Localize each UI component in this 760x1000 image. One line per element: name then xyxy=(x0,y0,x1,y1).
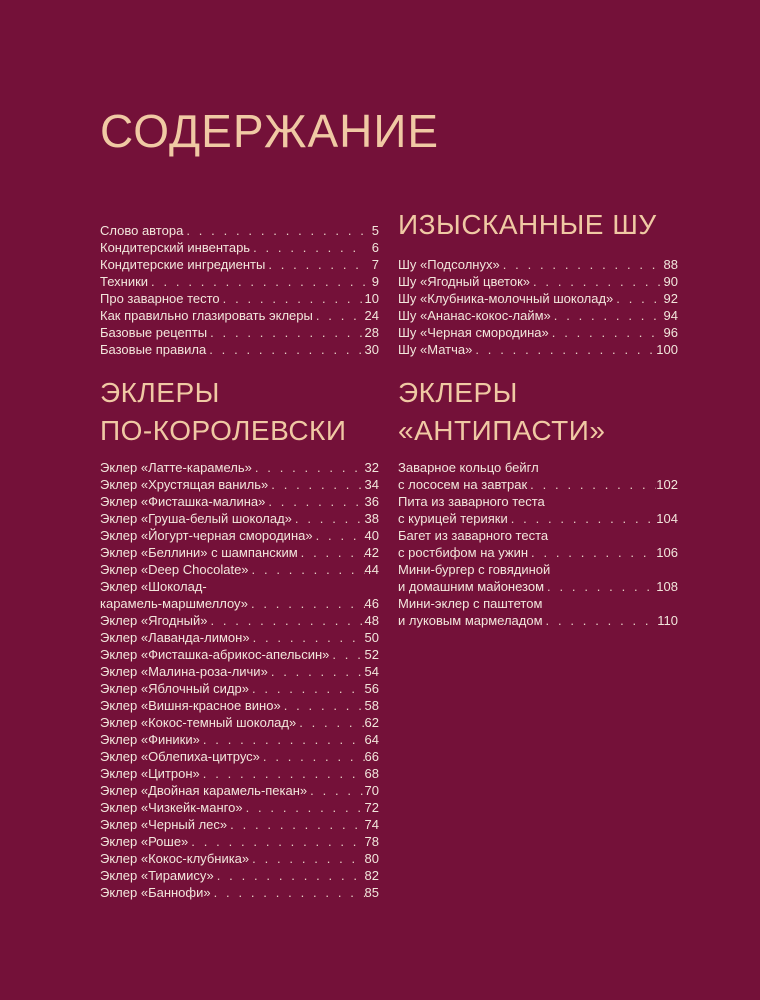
dot-leader xyxy=(243,799,365,816)
dot-leader xyxy=(329,646,364,663)
toc-entry-page-number: 54 xyxy=(364,664,379,679)
toc-entry-page-number: 38 xyxy=(364,511,379,526)
toc-entry xyxy=(100,782,379,799)
toc-entry xyxy=(398,341,678,358)
toc-entry xyxy=(100,748,379,765)
toc-entry-title: Кондитерские ингредиенты xyxy=(100,257,266,272)
toc-entry xyxy=(100,256,379,273)
toc-entry-title: Эклер «Кокос-клубника» xyxy=(100,851,250,866)
toc-entry-second-line xyxy=(398,612,678,629)
toc-entry-page-number: 24 xyxy=(364,308,379,323)
toc-entry-title: Базовые правила xyxy=(100,342,207,357)
toc-entry-title: Шу «Черная смородина» xyxy=(398,325,549,340)
section-heading-antipasti xyxy=(398,374,605,450)
toc-entry-page-number: 96 xyxy=(663,325,678,340)
dot-leader xyxy=(265,493,364,510)
toc-entry-title: Шу «Клубника-молочный шоколад» xyxy=(398,291,614,306)
toc-entry-page-number: 36 xyxy=(364,494,379,509)
toc-entry-title: с лососем на завтрак xyxy=(398,477,528,492)
toc-entry-page-number: 46 xyxy=(364,596,379,611)
toc-royal-list xyxy=(100,459,379,901)
toc-entry xyxy=(398,493,678,527)
dot-leader xyxy=(265,256,365,273)
toc-entry xyxy=(100,239,379,256)
toc-entry-page-number: 50 xyxy=(364,630,379,645)
dot-leader xyxy=(543,612,658,629)
toc-entry xyxy=(100,731,379,748)
toc-entry-title: и луковым мармеладом xyxy=(398,613,543,628)
toc-entry xyxy=(100,765,379,782)
dot-leader xyxy=(249,850,364,867)
toc-entry-title: Как правильно глазировать эклеры xyxy=(100,308,313,323)
dot-leader xyxy=(472,341,656,358)
toc-entry-page-number: 68 xyxy=(364,766,379,781)
toc-entry-page-number: 82 xyxy=(364,868,379,883)
toc-entry xyxy=(100,273,379,290)
dot-leader xyxy=(183,222,365,239)
toc-entry-page-number: 94 xyxy=(663,308,678,323)
toc-entry-second-line xyxy=(100,595,379,612)
toc-entry xyxy=(100,799,379,816)
toc-entry xyxy=(100,307,379,324)
toc-entry xyxy=(100,646,379,663)
toc-entry-title: Эклер «Беллини» с шампанским xyxy=(100,545,298,560)
toc-entry-title: Эклер «Баннофи» xyxy=(100,885,211,900)
toc-entry-second-line xyxy=(398,510,678,527)
toc-intro-list xyxy=(100,222,379,358)
toc-entry-page-number: 100 xyxy=(656,342,678,357)
toc-entry-page-number: 108 xyxy=(656,579,678,594)
toc-entry xyxy=(100,850,379,867)
toc-entry xyxy=(100,612,379,629)
toc-entry xyxy=(100,867,379,884)
toc-entry-page-number: 42 xyxy=(364,545,379,560)
toc-entry-page-number: 90 xyxy=(663,274,678,289)
toc-entry-page-number: 40 xyxy=(364,528,379,543)
dot-leader xyxy=(200,731,365,748)
toc-entry xyxy=(100,459,379,476)
dot-leader xyxy=(249,561,365,578)
toc-entry-page-number: 5 xyxy=(371,223,379,238)
section-heading-antipasti-line2: «АНТИПАСТИ» xyxy=(398,415,606,446)
toc-entry xyxy=(398,324,678,341)
toc-entry-page-number: 44 xyxy=(364,562,379,577)
dot-leader xyxy=(220,290,365,307)
dot-leader xyxy=(281,697,365,714)
toc-entry-title: Эклер «Кокос-темный шоколад» xyxy=(100,715,297,730)
toc-entry-page-number: 102 xyxy=(656,477,678,492)
toc-entry-second-line xyxy=(398,544,678,561)
toc-entry xyxy=(100,680,379,697)
toc-entry-title-first-line: Мини-бургер с говядиной xyxy=(398,562,551,577)
dot-leader xyxy=(250,239,365,256)
toc-entry-title: Базовые рецепты xyxy=(100,325,208,340)
toc-entry xyxy=(100,222,379,239)
toc-entry-page-number: 66 xyxy=(364,749,379,764)
toc-entry-title: карамель-маршмеллоу» xyxy=(100,596,248,611)
toc-choux-list xyxy=(398,256,678,358)
dot-leader xyxy=(148,273,365,290)
toc-entry-page-number: 74 xyxy=(364,817,379,832)
dot-leader xyxy=(292,510,365,527)
dot-leader xyxy=(527,476,656,493)
toc-entry-page-number: 28 xyxy=(364,325,379,340)
toc-entry-title: Слово автора xyxy=(100,223,184,238)
section-heading-choux: ИЗЫСКАННЫЕ ШУ xyxy=(398,209,657,240)
toc-entry-title-first-line: Багет из заварного теста xyxy=(398,528,549,543)
toc-entry xyxy=(398,595,678,629)
dot-leader xyxy=(252,459,365,476)
toc-entry-title: Эклер «Фисташка-абрикос-апельсин» xyxy=(100,647,330,662)
toc-entry xyxy=(100,510,379,527)
toc-entry-title: Эклер «Латте-карамель» xyxy=(100,460,252,475)
toc-entry-title: Эклер «Чизкейк-манго» xyxy=(100,800,243,815)
dot-leader xyxy=(508,510,657,527)
toc-entry-title: Эклер «Тирамису» xyxy=(100,868,214,883)
toc-antipasti-list xyxy=(398,459,678,629)
dot-leader xyxy=(268,476,364,493)
dot-leader xyxy=(200,765,365,782)
toc-entry-page-number: 104 xyxy=(656,511,678,526)
toc-entry-page-number: 80 xyxy=(364,851,379,866)
toc-entry-title-first-line: Эклер «Шоколад- xyxy=(100,579,207,594)
toc-entry-second-line xyxy=(398,476,678,493)
toc-entry-title: Эклер «Двойная карамель-пекан» xyxy=(100,783,308,798)
dot-leader xyxy=(613,290,663,307)
toc-entry-title: Эклер «Черный лес» xyxy=(100,817,228,832)
dot-leader xyxy=(528,544,656,561)
dot-leader xyxy=(249,680,365,697)
toc-entry-title: Эклер «Яблочный сидр» xyxy=(100,681,249,696)
toc-entry-title: Про заварное тесто xyxy=(100,291,220,306)
toc-entry-page-number: 106 xyxy=(656,545,678,560)
toc-entry xyxy=(100,544,379,561)
dot-leader xyxy=(268,663,365,680)
dot-leader xyxy=(248,595,365,612)
toc-entry-title: Эклер «Фисташка-малина» xyxy=(100,494,266,509)
page-title: СОДЕРЖАНИЕ xyxy=(100,105,440,157)
toc-entry-title-first-line: Мини-эклер с паштетом xyxy=(398,596,543,611)
toc-entry-page-number: 92 xyxy=(663,291,678,306)
dot-leader xyxy=(549,324,664,341)
dot-leader xyxy=(500,256,664,273)
toc-entry-title: Кондитерский инвентарь xyxy=(100,240,251,255)
toc-entry xyxy=(398,561,678,595)
dot-leader xyxy=(260,748,365,765)
section-heading-royal-line1: ЭКЛЕРЫ xyxy=(100,377,220,408)
toc-entry-page-number: 32 xyxy=(364,460,379,475)
toc-entry-title: Эклер «Хрустящая ваниль» xyxy=(100,477,269,492)
dot-leader xyxy=(214,867,365,884)
toc-entry-title: Эклер «Лаванда-лимон» xyxy=(100,630,250,645)
toc-entry-page-number: 6 xyxy=(371,240,379,255)
dot-leader xyxy=(307,782,364,799)
dot-leader xyxy=(207,612,364,629)
toc-entry-page-number: 110 xyxy=(657,613,678,628)
toc-entry xyxy=(100,884,379,901)
toc-entry-page-number: 56 xyxy=(364,681,379,696)
toc-entry-page-number: 52 xyxy=(364,647,379,662)
toc-entry xyxy=(398,273,678,290)
dot-leader xyxy=(313,527,365,544)
dot-leader xyxy=(313,307,365,324)
toc-entry xyxy=(100,290,379,307)
dot-leader xyxy=(551,307,664,324)
section-heading-royal xyxy=(100,374,346,450)
dot-leader xyxy=(207,324,364,341)
toc-entry-page-number: 62 xyxy=(364,715,379,730)
toc-entry xyxy=(398,290,678,307)
toc-entry xyxy=(100,816,379,833)
toc-entry-title: Эклер «Груша-белый шоколад» xyxy=(100,511,292,526)
toc-entry-title: Техники xyxy=(100,274,149,289)
toc-entry-title: с ростбифом на ужин xyxy=(398,545,529,560)
toc-entry-page-number: 72 xyxy=(364,800,379,815)
dot-leader xyxy=(544,578,656,595)
toc-entry-title: Шу «Подсолнух» xyxy=(398,257,500,272)
dot-leader xyxy=(530,273,664,290)
toc-entry-title: с курицей терияки xyxy=(398,511,508,526)
toc-entry-title-first-line: Заварное кольцо бейгл xyxy=(398,460,539,475)
toc-entry xyxy=(100,714,379,731)
toc-entry-page-number: 7 xyxy=(371,257,379,272)
toc-entry xyxy=(100,697,379,714)
section-heading-royal-line2: ПО-КОРОЛЕВСКИ xyxy=(100,415,347,446)
toc-entry-page-number: 85 xyxy=(364,885,379,900)
toc-entry xyxy=(100,341,379,358)
toc-entry xyxy=(100,833,379,850)
toc-entry xyxy=(100,476,379,493)
toc-entry-title: Эклер «Финики» xyxy=(100,732,200,747)
toc-entry-page-number: 10 xyxy=(364,291,379,306)
toc-entry-page-number: 48 xyxy=(364,613,379,628)
dot-leader xyxy=(227,816,364,833)
toc-entry-page-number: 78 xyxy=(364,834,379,849)
toc-entry-page-number: 34 xyxy=(364,477,379,492)
toc-entry xyxy=(398,307,678,324)
dot-leader xyxy=(206,341,364,358)
toc-entry xyxy=(100,561,379,578)
toc-entry-second-line xyxy=(398,578,678,595)
toc-entry xyxy=(398,459,678,493)
toc-entry-page-number: 30 xyxy=(364,342,379,357)
toc-entry-title-first-line: Пита из заварного теста xyxy=(398,494,545,509)
toc-entry xyxy=(100,493,379,510)
toc-entry xyxy=(100,578,379,612)
dot-leader xyxy=(298,544,365,561)
toc-entry-title: и домашним майонезом xyxy=(398,579,545,594)
toc-entry-title: Шу «Ананас-кокос-лайм» xyxy=(398,308,551,323)
dot-leader xyxy=(250,629,365,646)
toc-entry-title: Эклер «Цитрон» xyxy=(100,766,200,781)
toc-entry xyxy=(100,527,379,544)
toc-entry-page-number: 9 xyxy=(371,274,379,289)
toc-entry-title: Шу «Ягодный цветок» xyxy=(398,274,530,289)
toc-entry-title: Эклер «Роше» xyxy=(100,834,189,849)
toc-entry xyxy=(100,663,379,680)
toc-entry-title: Эклер «Малина-роза-личи» xyxy=(100,664,268,679)
toc-entry xyxy=(100,629,379,646)
toc-entry xyxy=(398,256,678,273)
dot-leader xyxy=(188,833,364,850)
section-heading-antipasti-line1: ЭКЛЕРЫ xyxy=(398,377,518,408)
dot-leader xyxy=(296,714,364,731)
toc-entry-page-number: 64 xyxy=(364,732,379,747)
toc-entry-page-number: 88 xyxy=(663,257,678,272)
toc-entry-title: Эклер «Ягодный» xyxy=(100,613,208,628)
toc-entry-title: Эклер «Вишня-красное вино» xyxy=(100,698,281,713)
toc-entry xyxy=(100,324,379,341)
dot-leader xyxy=(211,884,365,901)
toc-entry-page-number: 58 xyxy=(364,698,379,713)
toc-entry-title: Эклер «Облепиха-цитрус» xyxy=(100,749,260,764)
toc-entry-title: Эклер «Deep Chocolate» xyxy=(100,562,249,577)
toc-entry xyxy=(398,527,678,561)
toc-entry-title: Шу «Матча» xyxy=(398,342,473,357)
toc-entry-page-number: 70 xyxy=(364,783,379,798)
toc-entry-title: Эклер «Йогурт-черная смородина» xyxy=(100,528,313,543)
